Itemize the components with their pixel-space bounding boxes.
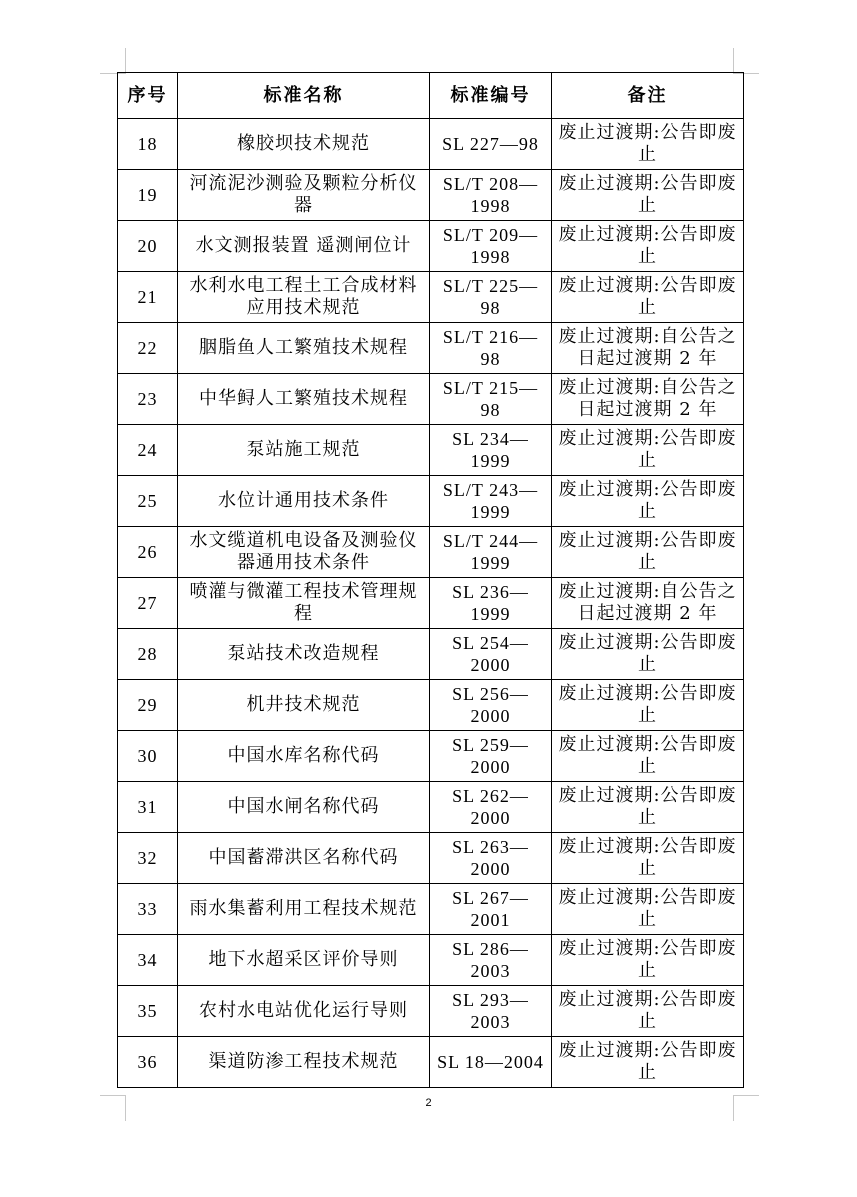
cell-serial-number: 24: [118, 425, 178, 476]
cell-standard-name: 中华鲟人工繁殖技术规程: [178, 374, 430, 425]
cell-serial-number: 27: [118, 578, 178, 629]
cell-serial-number: 34: [118, 935, 178, 986]
table-row: [118, 119, 744, 170]
crop-mark-top-right: [733, 48, 759, 74]
cell-remarks: 废止过渡期:公告即废止: [552, 119, 744, 170]
table-row: [118, 782, 744, 833]
crop-mark-top-left: [100, 48, 126, 74]
cell-serial-number: 33: [118, 884, 178, 935]
cell-remarks: 废止过渡期:公告即废止: [552, 731, 744, 782]
cell-standard-code: SL/T 225—98: [430, 272, 552, 323]
table-row: [118, 986, 744, 1037]
cell-serial-number: 30: [118, 731, 178, 782]
cell-standard-name: 地下水超采区评价导则: [178, 935, 430, 986]
cell-serial-number: 18: [118, 119, 178, 170]
cell-serial-number: 20: [118, 221, 178, 272]
table-row: [118, 527, 744, 578]
cell-standard-code: SL 256—2000: [430, 680, 552, 731]
cell-standard-code: SL/T 243—1999: [430, 476, 552, 527]
cell-standard-code: SL 263—2000: [430, 833, 552, 884]
cell-standard-name: 水利水电工程土工合成材料应用技术规范: [178, 272, 430, 323]
cell-standard-name: 水文测报装置 遥测闸位计: [178, 221, 430, 272]
cell-standard-name: 泵站技术改造规程: [178, 629, 430, 680]
table-row: [118, 374, 744, 425]
cell-remarks: 废止过渡期:公告即废止: [552, 425, 744, 476]
cell-remarks: 废止过渡期:自公告之日起过渡期 2 年: [552, 578, 744, 629]
cell-remarks: 废止过渡期:自公告之日起过渡期 2 年: [552, 323, 744, 374]
cell-remarks: 废止过渡期:公告即废止: [552, 833, 744, 884]
cell-standard-code: SL 227—98: [430, 119, 552, 170]
table-row: [118, 629, 744, 680]
table-row: [118, 884, 744, 935]
cell-remarks: 废止过渡期:自公告之日起过渡期 2 年: [552, 374, 744, 425]
cell-standard-name: 胭脂鱼人工繁殖技术规程: [178, 323, 430, 374]
cell-remarks: 废止过渡期:公告即废止: [552, 221, 744, 272]
cell-standard-name: 农村水电站优化运行导则: [178, 986, 430, 1037]
cell-remarks: 废止过渡期:公告即废止: [552, 476, 744, 527]
cell-serial-number: 28: [118, 629, 178, 680]
cell-standard-name: 河流泥沙测验及颗粒分析仪器: [178, 170, 430, 221]
cell-serial-number: 26: [118, 527, 178, 578]
table-row: [118, 1037, 744, 1088]
table-row: [118, 833, 744, 884]
table-row: [118, 170, 744, 221]
cell-remarks: 废止过渡期:公告即废止: [552, 884, 744, 935]
cell-standard-code: SL 286—2003: [430, 935, 552, 986]
cell-remarks: 废止过渡期:公告即废止: [552, 527, 744, 578]
header-standard-code: 标准编号: [430, 73, 552, 119]
cell-serial-number: 29: [118, 680, 178, 731]
cell-serial-number: 32: [118, 833, 178, 884]
cell-standard-code: SL/T 215—98: [430, 374, 552, 425]
cell-standard-name: 中国蓄滞洪区名称代码: [178, 833, 430, 884]
cell-standard-name: 机井技术规范: [178, 680, 430, 731]
cell-serial-number: 25: [118, 476, 178, 527]
cell-serial-number: 23: [118, 374, 178, 425]
table-row: [118, 221, 744, 272]
cell-serial-number: 22: [118, 323, 178, 374]
cell-remarks: 废止过渡期:公告即废止: [552, 680, 744, 731]
cell-standard-name: 泵站施工规范: [178, 425, 430, 476]
table-row: [118, 272, 744, 323]
standards-table: [117, 72, 744, 1088]
cell-remarks: 废止过渡期:公告即废止: [552, 170, 744, 221]
cell-remarks: 废止过渡期:公告即废止: [552, 629, 744, 680]
cell-standard-code: SL/T 208—1998: [430, 170, 552, 221]
cell-standard-name: 水文缆道机电设备及测验仪器通用技术条件: [178, 527, 430, 578]
table-row: [118, 680, 744, 731]
cell-remarks: 废止过渡期:公告即废止: [552, 782, 744, 833]
cell-serial-number: 21: [118, 272, 178, 323]
cell-standard-code: SL 267—2001: [430, 884, 552, 935]
header-remarks: 备注: [552, 73, 744, 119]
page-number: 2: [425, 1097, 432, 1109]
table-row: [118, 425, 744, 476]
cell-standard-code: SL 259—2000: [430, 731, 552, 782]
cell-standard-name: 喷灌与微灌工程技术管理规程: [178, 578, 430, 629]
cell-standard-code: SL/T 244—1999: [430, 527, 552, 578]
cell-standard-code: SL 254—2000: [430, 629, 552, 680]
cell-standard-name: 渠道防渗工程技术规范: [178, 1037, 430, 1088]
table-row: [118, 578, 744, 629]
cell-standard-code: SL 18—2004: [430, 1037, 552, 1088]
cell-serial-number: 19: [118, 170, 178, 221]
cell-remarks: 废止过渡期:公告即废止: [552, 272, 744, 323]
cell-serial-number: 35: [118, 986, 178, 1037]
cell-serial-number: 31: [118, 782, 178, 833]
cell-standard-name: 中国水闸名称代码: [178, 782, 430, 833]
cell-remarks: 废止过渡期:公告即废止: [552, 935, 744, 986]
header-standard-name: 标准名称: [178, 73, 430, 119]
table-row: [118, 935, 744, 986]
cell-standard-name: 雨水集蓄利用工程技术规范: [178, 884, 430, 935]
table-body: [118, 119, 744, 1088]
cell-standard-code: SL 262—2000: [430, 782, 552, 833]
cell-serial-number: 36: [118, 1037, 178, 1088]
table-row: [118, 476, 744, 527]
cell-standard-name: 橡胶坝技术规范: [178, 119, 430, 170]
cell-standard-code: SL 293—2003: [430, 986, 552, 1037]
cell-standard-code: SL/T 216—98: [430, 323, 552, 374]
table-row: [118, 323, 744, 374]
table-header-row: [118, 73, 744, 119]
cell-remarks: 废止过渡期:公告即废止: [552, 1037, 744, 1088]
cell-standard-code: SL/T 209—1998: [430, 221, 552, 272]
header-serial-number: 序号: [118, 73, 178, 119]
cell-standard-code: SL 234—1999: [430, 425, 552, 476]
table-row: [118, 731, 744, 782]
cell-standard-name: 水位计通用技术条件: [178, 476, 430, 527]
cell-remarks: 废止过渡期:公告即废止: [552, 986, 744, 1037]
cell-standard-name: 中国水库名称代码: [178, 731, 430, 782]
cell-standard-code: SL 236—1999: [430, 578, 552, 629]
